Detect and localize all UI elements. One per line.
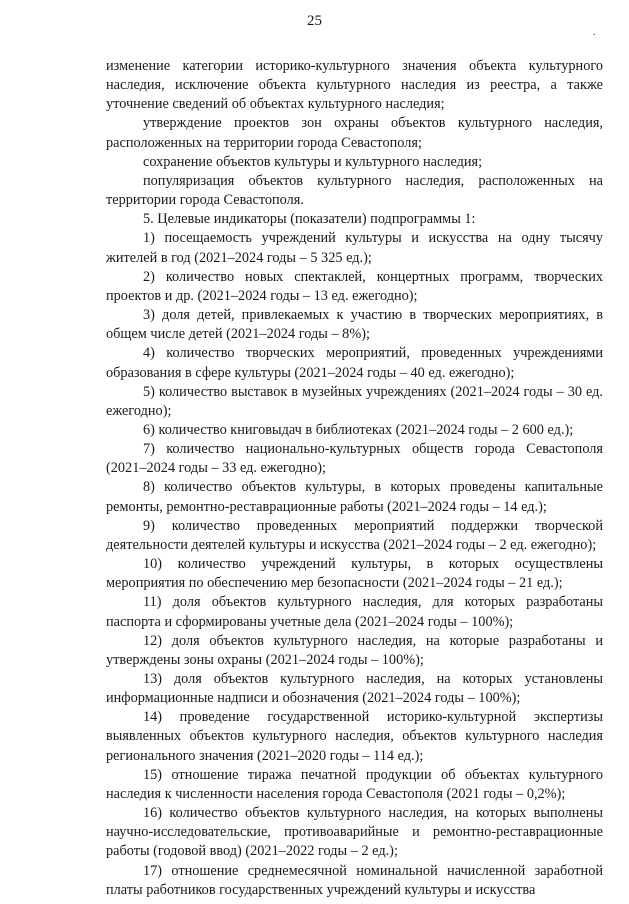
- indicator-item-7: 7) количество национально-культурных обществ города Севастополя (2021–2024 годы – 33 ед. ежегодно);: [106, 441, 603, 477]
- indicator-item-5: 5) количество выставок в музейных учреждениях (2021–2024 годы – 30 ед. ежегодно);: [106, 383, 603, 419]
- indicator-item-14: 14) проведение государственной историко-культурной экспертизы выявленных объектов культурного наследия, объектов культурного наследия регионального значения (2021–2020 годы – 114 ед.);: [106, 709, 603, 764]
- indicator-item-6: 6) количество книговыдач в библиотеках (2021–2024 годы – 2 600 ед.);: [143, 421, 574, 438]
- indicator-item-15: 15) отношение тиража печатной продукции об объектах культурного наследия к численности населения города Севастополя (2021 годы – 0,2%);: [106, 766, 603, 802]
- indicator-item-2: 2) количество новых спектаклей, концертных программ, творческих проектов и др. (2021–2024 годы – 13 ед. ежегодно);: [106, 268, 603, 304]
- paragraph-protection-zones: утверждение проектов зон охраны объектов культурного наследия, расположенных на территории города Севастополя;: [106, 115, 603, 151]
- paragraph-heritage-category: изменение категории историко-культурного значения объекта культурного наследия, исключение объекта культурного наследия из реестра, а также уточнение сведений об объектах культурного наследия;: [106, 58, 603, 113]
- document-body: [106, 57, 603, 900]
- indicator-item-4: 4) количество творческих мероприятий, проведенных учреждениями образования в сфере культуры (2021–2024 годы – 40 ед. ежегодно);: [106, 345, 603, 381]
- indicator-item-12: 12) доля объектов культурного наследия, на которые разработаны и утверждены зоны охраны (2021–2024 годы – 100%);: [106, 632, 603, 668]
- page-number: 25: [307, 13, 322, 29]
- indicator-item-16: 16) количество объектов культурного наследия, на которых выполнены научно-исследовательские, противоаварийные и ремонтно-реставрационные работы (годовой ввод) (2021–2022 годы – 2 ед.);: [106, 805, 603, 860]
- indicator-item-11: 11) доля объектов культурного наследия, для которых разработаны паспорта и сформированы учетные дела (2021–2024 годы – 100%);: [106, 594, 603, 630]
- indicator-item-13: 13) доля объектов культурного наследия, на которых установлены информационные надписи и обозначения (2021–2024 годы – 100%);: [106, 671, 603, 707]
- indicator-item-9: 9) количество проведенных мероприятий поддержки творческой деятельности деятелей культуры и искусства (2021–2024 годы – 2 ед. ежегодно);: [106, 517, 603, 553]
- corner-mark: .: [593, 27, 596, 38]
- indicator-item-10: 10) количество учреждений культуры, в которых осуществлены мероприятия по обеспечению мер безопасности (2021–2024 годы – 21 ед.);: [106, 556, 603, 592]
- paragraph-preservation: сохранение объектов культуры и культурного наследия;: [143, 153, 483, 170]
- indicator-item-8: 8) количество объектов культуры, в которых проведены капитальные ремонты, ремонтно-реставрационные работы (2021–2024 годы – 14 ед.);: [106, 479, 603, 515]
- indicator-item-1: 1) посещаемость учреждений культуры и искусства на одну тысячу жителей в год (2021–2024 годы – 5 325 ед.);: [106, 230, 603, 266]
- section-heading-target-indicators: 5. Целевые индикаторы (показатели) подпрограммы 1:: [143, 211, 476, 228]
- paragraph-popularization: популяризация объектов культурного наследия, расположенных на территории города Севастополя.: [106, 172, 603, 209]
- indicator-item-3: 3) доля детей, привлекаемых к участию в творческих мероприятиях, в общем числе детей (2021–2024 годы – 8%);: [106, 307, 603, 343]
- indicator-item-17: 17) отношение среднемесячной номинальной начисленной заработной платы работников государственных учреждений культуры и искусства: [106, 862, 603, 898]
